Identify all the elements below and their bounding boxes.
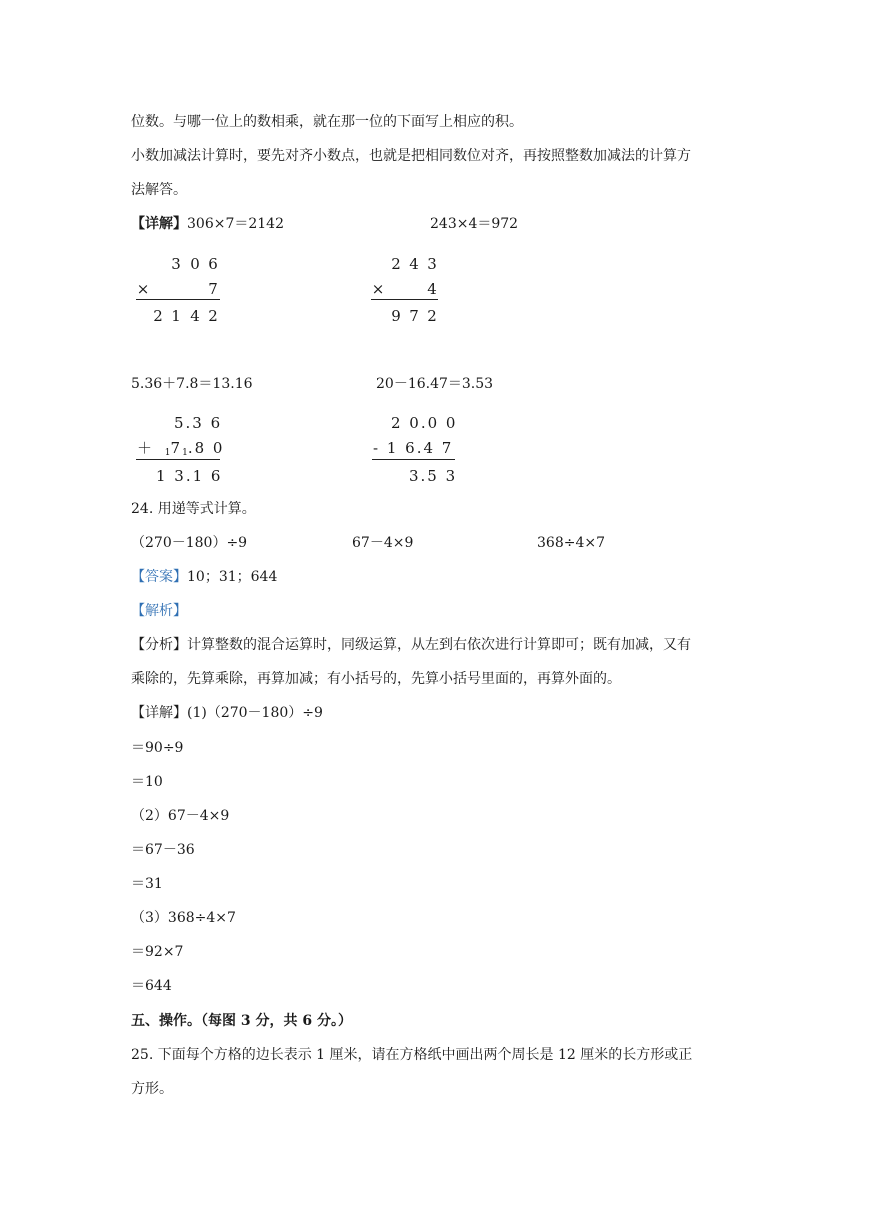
calc-row: [373, 438, 453, 458]
analysis-label: 【解析】: [131, 603, 187, 619]
equation: 5.36＋7.8＝13.16: [131, 376, 253, 392]
carry-mark: 1: [164, 448, 171, 458]
operator: ＋: [137, 439, 153, 457]
detail-line: [131, 214, 284, 234]
solution-step: ＝31: [131, 876, 163, 892]
digit: 7: [170, 439, 183, 457]
answer-label: 【答案】: [131, 569, 187, 585]
digit: 9: [391, 307, 401, 325]
calc-row: 3.5 3: [409, 467, 458, 485]
expression: 67－4×9: [352, 535, 414, 551]
digit: 2: [391, 255, 401, 273]
digit: 7: [409, 307, 419, 325]
section-title: 五、操作。（每图 3 分，共 6 分。）: [131, 1013, 352, 1029]
operator: -: [373, 439, 381, 457]
digit: 2: [153, 307, 163, 325]
expression: （270－180）÷9: [131, 535, 248, 551]
question-title: 24. 用递等式计算。: [131, 501, 256, 517]
equation: 306×7＝2142: [187, 216, 284, 232]
digit: 0: [190, 255, 200, 273]
calc-row: 5.3 6: [174, 414, 223, 432]
digit: 3: [427, 255, 437, 273]
paragraph-text: 法解答。: [131, 182, 187, 198]
digit: 2: [208, 307, 218, 325]
solution-step: （3）368÷4×7: [131, 910, 236, 926]
calc-rule: [372, 459, 455, 460]
question-title: 25. 下面每个方格的边长表示 1 厘米，请在方格纸中画出两个周长是 12 厘米的长方形或正: [131, 1047, 693, 1063]
digit: 4: [409, 255, 419, 273]
paragraph-text: 小数加减法计算时，要先对齐小数点，也就是把相同数位对齐，再按照整数加减法的计算方: [131, 148, 691, 164]
operator: ×: [136, 280, 150, 298]
digit: 1: [171, 307, 181, 325]
solution-step: ＝67－36: [131, 842, 195, 858]
digit: 1 6.4 7: [386, 439, 454, 457]
solution-step: ＝10: [131, 774, 163, 790]
expression: 368÷4×7: [537, 535, 605, 551]
digit: 7: [208, 280, 218, 298]
solution-step: ＝90÷9: [131, 740, 184, 756]
paragraph-text: 计算整数的混合运算时，同级运算，从左到右依次进行计算即可；既有加减，又有: [187, 637, 691, 653]
carry-mark: 1: [182, 448, 188, 458]
detail-label: 【详解】: [131, 705, 187, 721]
analysis-line: [131, 635, 691, 655]
calc-rule: [371, 299, 438, 300]
digit: 4: [427, 280, 437, 298]
calc-rule: [136, 459, 220, 460]
detail-line: [131, 703, 323, 723]
solution-step: （2）67－4×9: [131, 808, 230, 824]
answer-line: [131, 567, 277, 587]
paragraph-text: 乘除的，先算乘除，再算加减；有小括号的，先算小括号里面的，再算外面的。: [131, 671, 621, 687]
calc-rule: [136, 299, 220, 300]
solution-step: (1)（270－180）÷9: [187, 705, 323, 721]
calc-row: 2 0.0 0: [391, 414, 458, 432]
equation: 243×4＝972: [430, 216, 519, 232]
fenxi-label: 【分析】: [131, 637, 187, 653]
calc-row: [137, 438, 224, 461]
digit: 6: [208, 255, 218, 273]
solution-step: ＝644: [131, 978, 172, 994]
operator: ×: [371, 280, 385, 298]
equation: 20－16.47＝3.53: [376, 376, 494, 392]
digit: .8 0: [187, 439, 225, 457]
calc-row: 1 3.1 6: [156, 467, 223, 485]
digit: 4: [190, 307, 200, 325]
detail-label: 【详解】: [131, 216, 187, 232]
solution-step: ＝92×7: [131, 944, 184, 960]
paragraph-text: 位数。与哪一位上的数相乘，就在那一位的下面写上相应的积。: [131, 114, 523, 130]
digit: 3: [171, 255, 181, 273]
digit: 2: [427, 307, 437, 325]
paragraph-text: 方形。: [131, 1081, 173, 1097]
answer-text: 10；31；644: [187, 569, 278, 585]
